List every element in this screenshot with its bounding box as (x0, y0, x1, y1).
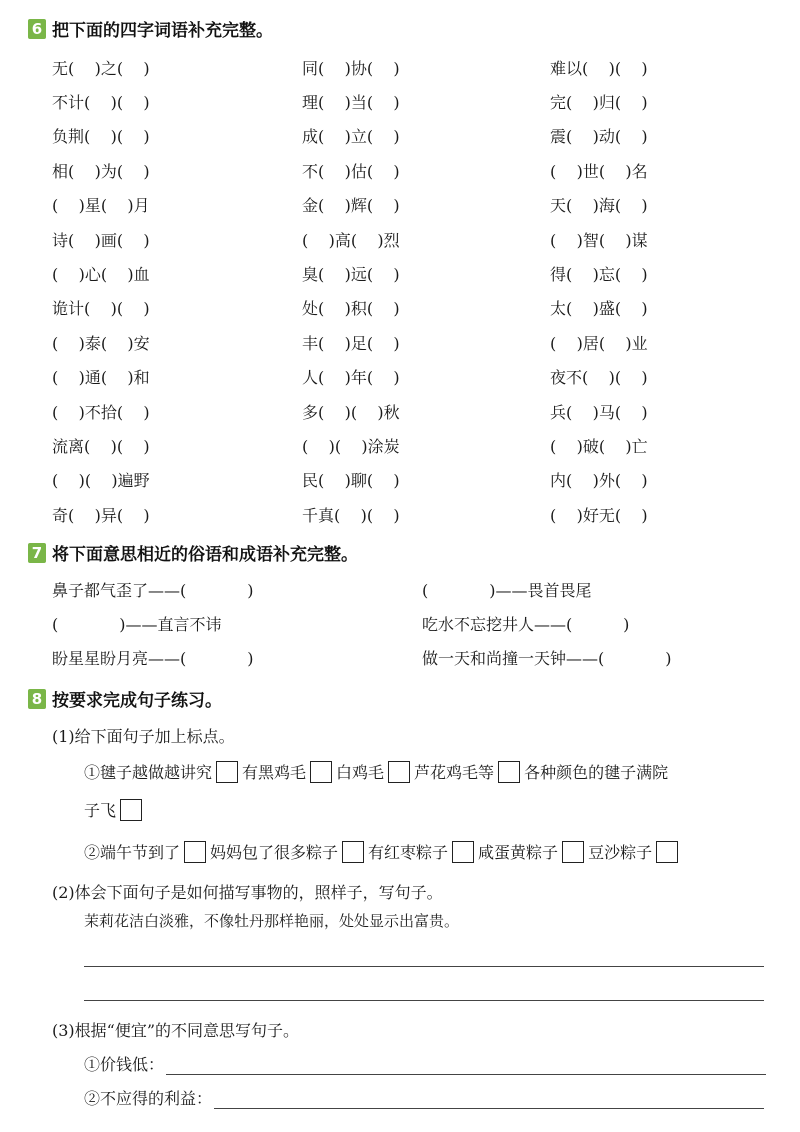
idiom-item[interactable]: 负荆( )( ) (52, 127, 150, 147)
idiom-item[interactable]: ( )心( )血 (52, 265, 150, 285)
sentence-1-part: 各种颜色的毽子满院 (524, 763, 669, 782)
punctuation-box[interactable] (562, 841, 584, 863)
idiom-row (52, 497, 752, 531)
punctuation-box[interactable] (120, 799, 142, 821)
idiom-item[interactable]: ( )好无( ) (550, 505, 648, 525)
sentence-2-part: ②端午节到了 (84, 843, 181, 862)
idiom-item[interactable]: ( )( )遍野 (52, 471, 150, 491)
proverb-item[interactable]: 鼻子都气歪了——( ) (52, 580, 254, 600)
idiom-item[interactable]: 相( )为( ) (52, 161, 150, 181)
sentence-2-part: 妈妈包了很多粽子 (210, 843, 339, 862)
idiom-row (52, 119, 752, 153)
proverb-item[interactable]: ( )——畏首畏尾 (422, 580, 592, 600)
idiom-row (52, 50, 752, 84)
idiom-item[interactable]: 流离( )( ) (52, 436, 150, 456)
section-6-title (28, 16, 273, 41)
idiom-item[interactable]: ( )高( )烈 (302, 230, 400, 250)
sentence-1-part: 子飞 (84, 801, 117, 820)
sentence-2 (84, 840, 682, 863)
sentence-1-part: 芦花鸡毛等 (414, 763, 495, 782)
idiom-item[interactable]: 理( )当( ) (302, 93, 400, 113)
idiom-row (52, 153, 752, 187)
idiom-item[interactable]: 臭( )远( ) (302, 265, 400, 285)
idiom-item[interactable]: 无( )之( ) (52, 58, 150, 78)
sentence-1-part: 白鸡毛 (336, 763, 385, 782)
punctuation-box[interactable] (656, 841, 678, 863)
punctuation-box[interactable] (452, 841, 474, 863)
idiom-item[interactable]: 同( )协( ) (302, 58, 400, 78)
idiom-row (52, 291, 752, 325)
punctuation-box[interactable] (498, 761, 520, 783)
idiom-item[interactable]: 兵( )马( ) (550, 402, 648, 422)
idiom-item[interactable]: 处( )积( ) (302, 299, 400, 319)
idiom-item[interactable]: 人( )年( ) (302, 368, 400, 388)
answer-line[interactable] (84, 966, 764, 967)
idiom-item[interactable]: ( )智( )谋 (550, 230, 648, 250)
idiom-item[interactable]: ( )( )涂炭 (302, 436, 400, 456)
idiom-row (52, 256, 752, 290)
idiom-item[interactable]: 夜不( )( ) (550, 368, 648, 388)
question-1-label: (1)给下面句子加上标点。 (52, 727, 235, 746)
punctuation-box[interactable] (184, 841, 206, 863)
idiom-item[interactable]: 奇( )异( ) (52, 505, 150, 525)
idiom-row (52, 84, 752, 118)
punctuation-box[interactable] (342, 841, 364, 863)
section-7-heading: 将下面意思相近的俗语和成语补充完整。 (52, 545, 358, 565)
sentence-2-part: 豆沙粽子 (588, 843, 653, 862)
answer-line[interactable] (84, 1000, 764, 1001)
idiom-item[interactable]: 丰( )足( ) (302, 333, 400, 353)
answer-undeserved-benefit (84, 1086, 764, 1109)
idiom-item[interactable]: 内( )外( ) (550, 471, 648, 491)
punctuation-box[interactable] (388, 761, 410, 783)
idiom-item[interactable]: 完( )归( ) (550, 93, 648, 113)
sentence-1-part: ①毽子越做越讲究 (84, 763, 213, 782)
section-8-heading: 按要求完成句子练习。 (52, 691, 222, 711)
section-7-number: 7 (28, 543, 46, 563)
idiom-item[interactable]: ( )居( )业 (550, 333, 648, 353)
example-sentence: 茉莉花洁白淡雅，不像牡丹那样艳丽，处处显示出富贵。 (84, 912, 460, 930)
idiom-item[interactable]: 不( )估( ) (302, 161, 400, 181)
idiom-item[interactable]: 金( )辉( ) (302, 196, 400, 216)
proverb-item[interactable]: 盼星星盼月亮——( ) (52, 648, 254, 668)
proverb-list (52, 572, 772, 674)
idiom-item[interactable]: 多( )( )秋 (302, 402, 400, 422)
idiom-item[interactable]: 民( )聊( ) (302, 471, 400, 491)
idiom-item[interactable]: ( )泰( )安 (52, 333, 150, 353)
idiom-item[interactable]: ( )星( )月 (52, 196, 150, 216)
idiom-item[interactable]: 天( )海( ) (550, 196, 648, 216)
punctuation-box[interactable] (310, 761, 332, 783)
proverb-row (52, 572, 772, 606)
question-3-label: (3)根据“便宜”的不同意思写句子。 (52, 1021, 300, 1040)
sentence-2-part: 有红枣粽子 (368, 843, 449, 862)
section-6-number: 6 (28, 19, 46, 39)
idiom-row (52, 394, 752, 428)
idiom-item[interactable]: 不计( )( ) (52, 93, 150, 113)
answer-undeserved-benefit-label: ②不应得的利益： (84, 1089, 213, 1108)
idiom-item[interactable]: 千真( )( ) (302, 505, 400, 525)
idiom-item[interactable]: 诡计( )( ) (52, 299, 150, 319)
idiom-row (52, 222, 752, 256)
idiom-item[interactable]: 成( )立( ) (302, 127, 400, 147)
idiom-item[interactable]: 震( )动( ) (550, 127, 648, 147)
section-8-number: 8 (28, 689, 46, 709)
section-8-title (28, 686, 222, 711)
section-7-title (28, 540, 358, 565)
idiom-row (52, 360, 752, 394)
punctuation-box[interactable] (216, 761, 238, 783)
idiom-item[interactable]: ( )不拾( ) (52, 402, 150, 422)
idiom-item[interactable]: ( )通( )和 (52, 368, 150, 388)
answer-cheap-price (84, 1052, 766, 1075)
idiom-item[interactable]: 难以( )( ) (550, 58, 648, 78)
question-2-label: (2)体会下面句子是如何描写事物的，照样子，写句子。 (52, 883, 443, 902)
proverb-item[interactable]: ( )——直言不讳 (52, 614, 222, 634)
sentence-1 (84, 760, 668, 783)
idiom-item[interactable]: 太( )盛( ) (550, 299, 648, 319)
proverb-item[interactable]: 吃水不忘挖井人——( ) (422, 614, 630, 634)
idiom-item[interactable]: 得( )忘( ) (550, 265, 648, 285)
idiom-row (52, 428, 752, 462)
idiom-grid (52, 50, 752, 531)
answer-cheap-price-line[interactable] (166, 1056, 766, 1075)
sentence-1-part: 有黑鸡毛 (242, 763, 307, 782)
proverb-item[interactable]: 做一天和尚撞一天钟——( ) (422, 648, 672, 668)
sentence-2-part: 咸蛋黄粽子 (478, 843, 559, 862)
idiom-row (52, 463, 752, 497)
proverb-row (52, 640, 772, 674)
idiom-row (52, 188, 752, 222)
sentence-1-continued (84, 798, 146, 821)
answer-undeserved-benefit-line[interactable] (214, 1090, 764, 1109)
idiom-row (52, 325, 752, 359)
idiom-item[interactable]: ( )破( )亡 (550, 436, 648, 456)
idiom-item[interactable]: 诗( )画( ) (52, 230, 150, 250)
section-6-heading: 把下面的四字词语补充完整。 (52, 21, 273, 41)
idiom-item[interactable]: ( )世( )名 (550, 161, 648, 181)
proverb-row (52, 606, 772, 640)
answer-cheap-price-label: ①价钱低： (84, 1055, 165, 1074)
